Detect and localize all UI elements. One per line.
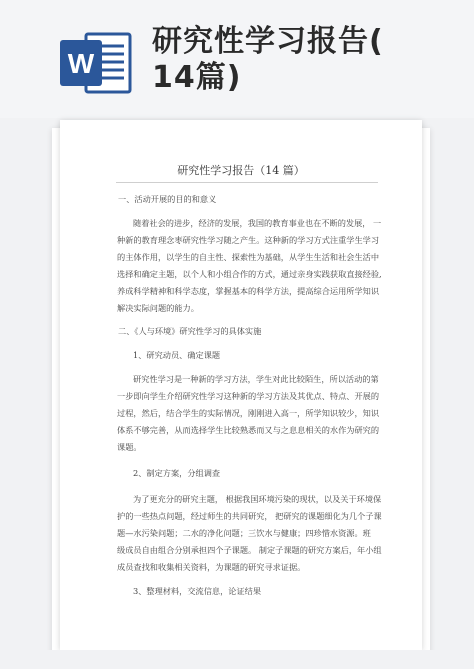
paragraph-line: 研究性学习是一种新的学习方法，学生对此比较陌生，所以活动的第 xyxy=(133,374,379,384)
header xyxy=(0,0,474,118)
page-title xyxy=(152,24,462,96)
page-title-line2: 14篇) xyxy=(152,60,242,95)
footer-strip xyxy=(0,650,474,669)
paragraph-line: 护的一些热点问题，经过师生的共同研究， 把研究的课题细化为几个子课 xyxy=(117,511,382,521)
paragraph-line: 题—水污染问题；二水的净化问题；三饮水与健康；四珍惜水资源。班 xyxy=(117,528,371,538)
paragraph-line: 养成科学精神和科学态度，掌握基本的科学方法，提高综合运用所学知识 xyxy=(117,286,380,296)
paragraph-line: 种新的教育理念枣研究性学习随之产生。这种新的学习方式注重学生学习 xyxy=(117,235,380,245)
paragraph-line: 随着社会的进步，经济的发展，我国的教育事业也在不断的发展， 一 xyxy=(133,218,382,228)
word-icon-letter: W xyxy=(67,48,95,79)
subheading: 1、研究动员、确定课题 xyxy=(133,350,221,360)
title-rule xyxy=(116,182,378,183)
word-doc-icon xyxy=(58,30,134,96)
paragraph-line: 体系不够完善，从而选择学生比较熟悉而又与之息息相关的水作为研究的 xyxy=(117,425,380,435)
subheading: 2、制定方案，分组调查 xyxy=(133,468,221,478)
document-title: 研究性学习报告（14 篇） xyxy=(177,164,305,177)
section-heading-2: 二、《人与环境》研究性学习的具体实施 xyxy=(118,326,262,336)
paragraph-line: 过程，然后，结合学生的实际情况，刚刚进入高一，所学知识较少，知识 xyxy=(117,408,380,418)
section-heading-1: 一、活动开展的目的和意义 xyxy=(118,194,217,204)
paragraph-line: 课题。 xyxy=(117,442,142,452)
paragraph-line: 为了更充分的研究主题， 根据我国环境污染的现状，以及关于环境保 xyxy=(133,494,382,504)
paragraph-line: 一步即向学生介绍研究性学习这种新的学习方法及其优点、特点、开展的 xyxy=(117,391,380,401)
subheading: 3、整理材料，交流信息，论证结果 xyxy=(133,586,262,596)
paragraph-line: 级成员自由组合分别承担四个子课题。 制定子课题的研究方案后，年小组 xyxy=(117,545,382,555)
paragraph-line: 的主体作用，以学生的自主性、探索性为基础，从学生生活和社会生活中 xyxy=(117,252,380,262)
paragraph-line: 成员查找和收集相关资料，为课题的研究寻求证据。 xyxy=(117,562,306,572)
paragraph-line: 选择和确定主题，以个人和小组合作的方式，通过亲身实践获取直接经验, xyxy=(117,269,382,279)
document-page[interactable] xyxy=(60,120,422,650)
page-title-line1: 研究性学习报告( xyxy=(152,24,384,59)
paragraph-line: 解决实际问题的能力。 xyxy=(117,303,199,313)
